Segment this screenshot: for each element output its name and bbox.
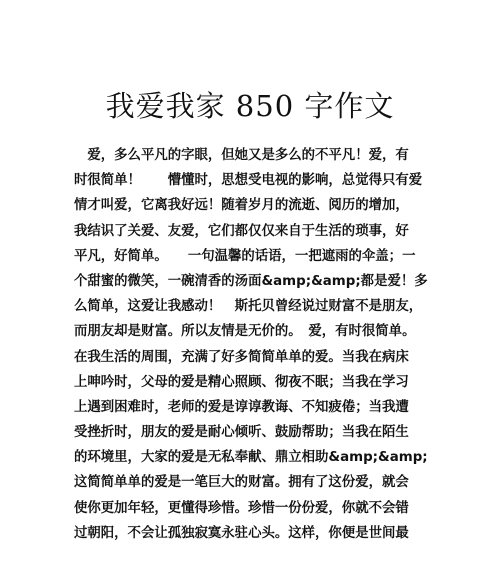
text-line: 而朋友却是财富。所以友情是无价的。 爱，有时很简单。 — [74, 324, 416, 340]
text-line: 使你更加年轻，更懂得珍惜。珍惜一份份爱，你就不会错 — [74, 500, 409, 516]
text-line: 受挫折时，朋友的爱是耐心倾听、鼓励帮助；当我在陌生 — [74, 425, 409, 441]
text-line: 上呻吟时，父母的爱是精心照顾、彻夜不眠；当我在学习 — [74, 374, 409, 390]
text-line: 在我生活的周围，充满了好多简简单单的爱。当我在病床 — [74, 349, 409, 365]
text-line: 时很简单！ 懵懂时，思想受电视的影响，总觉得只有爱 — [74, 173, 423, 189]
text-line: 过朝阳，不会让孤独寂寞永驻心头。这样，你便是世间最 — [74, 525, 409, 541]
text-line: 上遇到困难时，老师的爱是谆谆教诲、不知疲倦；当我遭 — [74, 399, 409, 415]
text-line: 的环境里，大家的爱是无私奉献、鼎立相助&amp;&amp; — [74, 450, 428, 466]
text-line: 这简简单单的爱是一笔巨大的财富。拥有了这份爱，就会 — [74, 475, 409, 491]
text-line: 个甜蜜的微笑，一碗清香的汤面&amp;&amp;都是爱！多 — [74, 273, 428, 289]
text-line: 平凡，好简单。 一句温馨的话语，一把遮雨的伞盖；一 — [74, 248, 416, 264]
text-line: 我结识了关爱、友爱，它们都仅仅来自于生活的琐事，好 — [74, 223, 409, 239]
essay-body — [74, 143, 430, 546]
document-title: 我爱我家 850 字作文 — [105, 89, 395, 123]
text-line: 么简单，这爱让我感动！ 斯托贝曾经说过财富不是朋友， — [74, 299, 423, 315]
text-line: 爱，多么平凡的字眼，但她又是多么的不平凡！爱，有 — [74, 148, 409, 163]
text-line: 情才叫爱，它离我好远！随着岁月的流逝、阅历的增加， — [74, 198, 409, 214]
